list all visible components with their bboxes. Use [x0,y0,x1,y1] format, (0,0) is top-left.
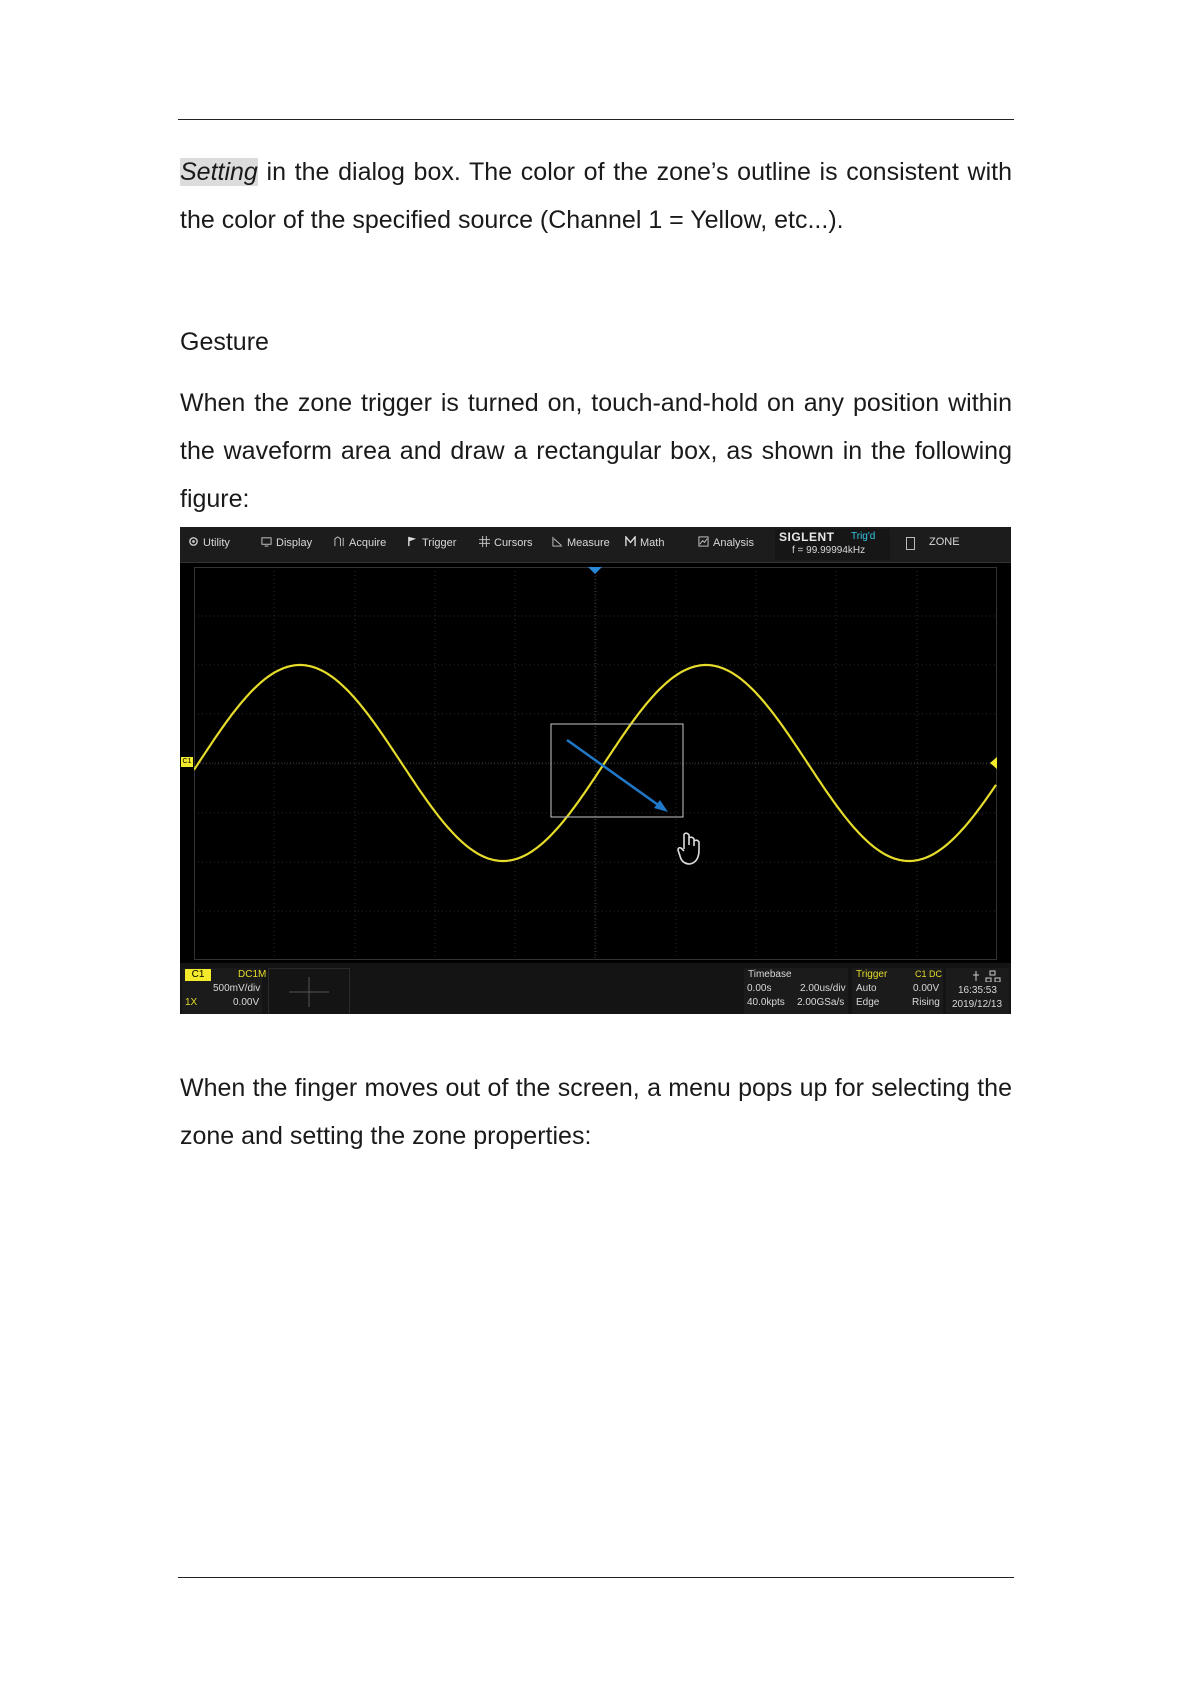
paragraph-text: in the dialog box. The color of the zone’s outline is consistent with the color of the specified source (Channel 1 = Yellow, etc...). [180,158,1012,234]
zone-icon [906,537,915,550]
frequency-readout: f = 99.99994kHz [792,545,866,556]
clock-time: 16:35:53 [958,985,997,996]
channel1-tag: C1 [185,969,211,981]
trigger-type: Edge [856,997,880,1008]
highlighted-term: Setting [180,158,258,186]
brand-logo: SIGLENT [779,530,835,544]
menu-cursors-label: Cursors [494,537,533,549]
plus-icon [269,969,349,1014]
menu-math-label: Math [640,537,665,549]
cursors-icon [479,536,490,547]
menu-analysis-label: Analysis [713,537,754,549]
menu-analysis[interactable] [698,536,754,549]
menu-measure-label: Measure [567,537,610,549]
oscilloscope-screenshot [180,527,1011,1014]
trigger-status: Trig'd [851,531,876,542]
menu-acquire[interactable] [334,536,386,549]
channel-offset: 0.00V [233,997,260,1008]
paragraph-gesture: When the zone trigger is turned on, touch-and-hold on any position within the waveform area and draw a rectangular box, as shown in the following figure: [180,389,1012,513]
paragraph-menu: When the finger moves out of the screen, a menu pops up for selecting the zone and setting the zone properties: [180,1074,1012,1150]
usb-network-icon [972,970,1004,982]
channel-coupling: DC1M [238,969,267,980]
channel-probe: 1X [185,997,198,1008]
menu-display-label: Display [276,537,313,549]
channel1-marker: C1 [182,758,192,765]
zone-label[interactable]: ZONE [929,536,960,548]
timebase-title: Timebase [748,969,792,980]
math-icon [625,536,636,547]
timebase-delay: 0.00s [747,983,772,994]
trigger-title: Trigger [856,969,888,980]
menu-trigger-label: Trigger [422,537,457,549]
trigger-slope: Rising [912,997,940,1008]
monitor-icon [261,536,272,547]
menu-trigger[interactable] [407,536,456,549]
menu-cursors[interactable] [479,536,533,549]
menu-utility-label: Utility [203,537,230,549]
header-rule [178,119,1014,120]
acquire-icon [334,536,345,547]
waveform-area[interactable] [194,567,997,960]
channel-scale: 500mV/div [213,983,261,994]
paragraph-setting [180,148,1012,244]
menu-measure[interactable] [552,536,610,549]
section-heading: Gesture [180,328,269,356]
menu-display[interactable] [261,536,312,549]
clock-date: 2019/12/13 [952,999,1003,1010]
menu-acquire-label: Acquire [349,537,387,549]
trigger-level: 0.00V [913,983,940,994]
flag-icon [407,536,418,547]
menu-math[interactable] [625,536,664,549]
measure-icon [552,536,563,547]
timebase-rate: 2.00GSa/s [797,997,845,1008]
trigger-mode: Auto [856,983,877,994]
trigger-source: C1 DC [915,969,943,979]
timebase-memory: 40.0kpts [747,997,785,1008]
analysis-icon [698,536,709,547]
gear-icon [188,536,199,547]
timebase-scale: 2.00us/div [800,983,846,994]
menu-utility[interactable] [188,536,230,549]
add-channel-panel[interactable] [268,968,350,1014]
footer-rule [178,1577,1014,1578]
